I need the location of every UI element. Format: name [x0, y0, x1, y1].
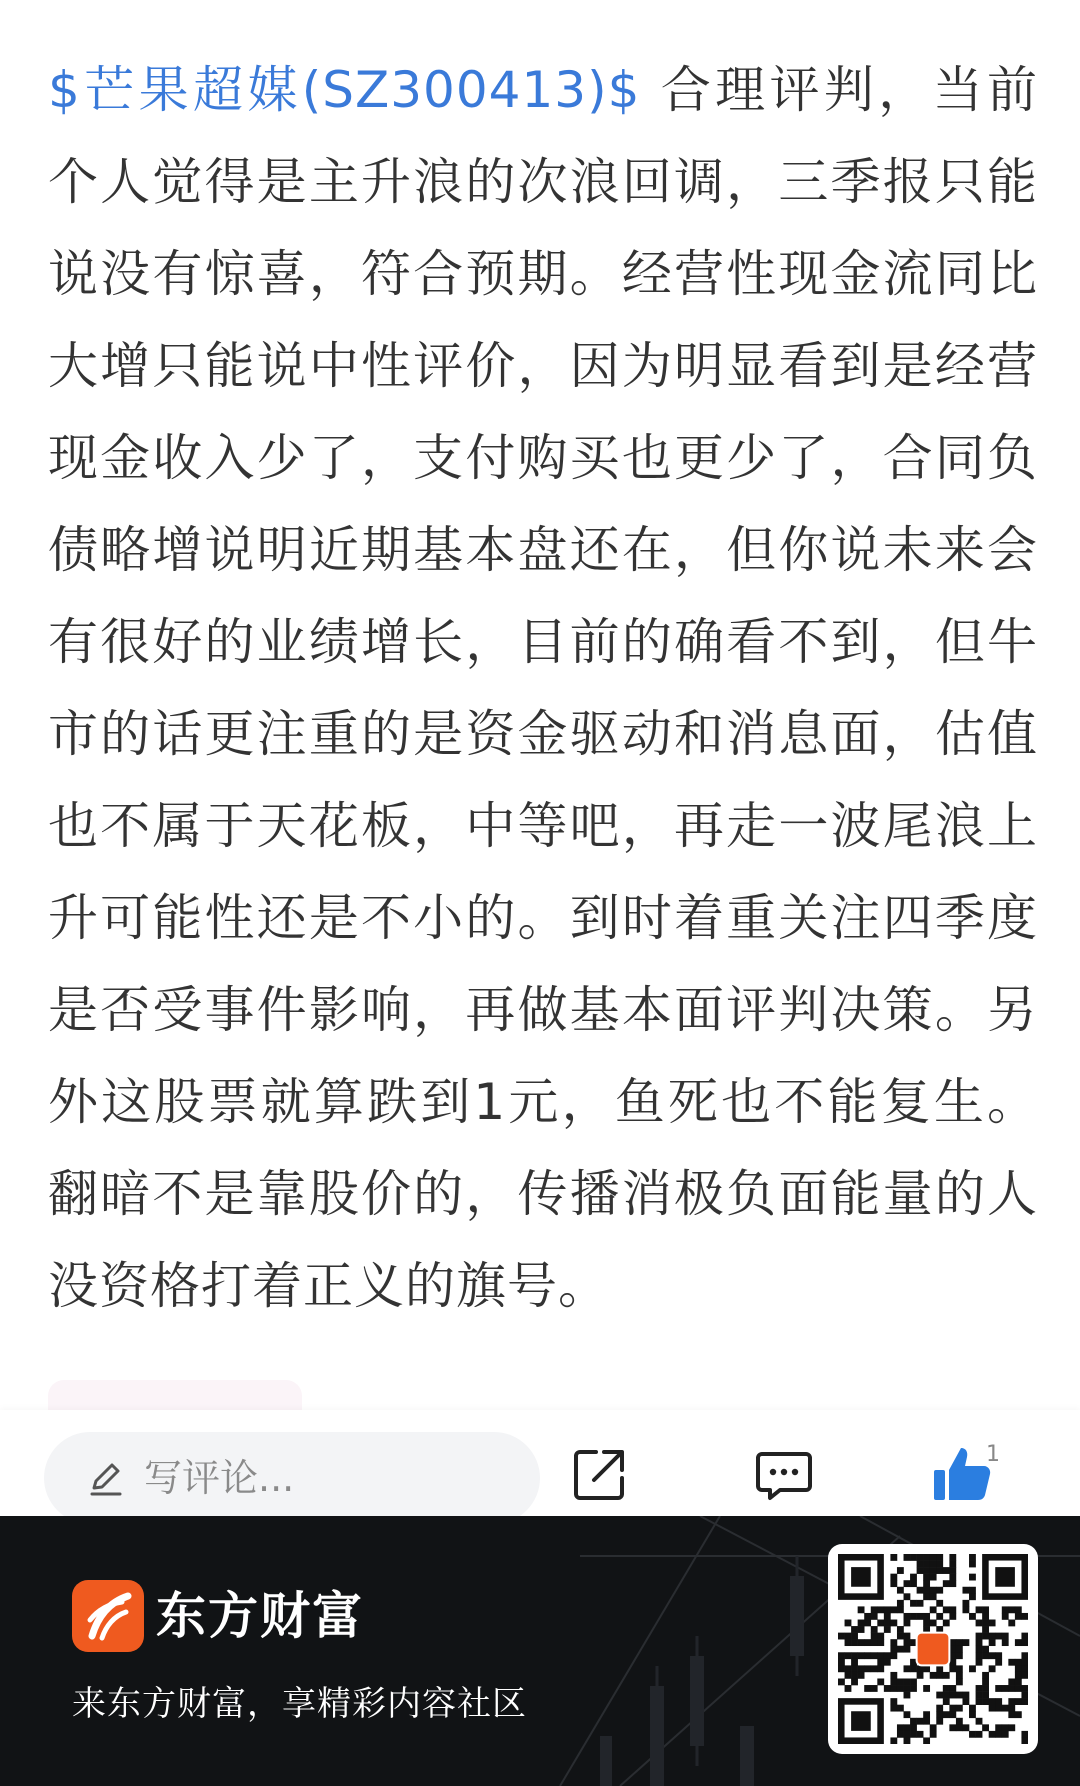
- brand-logo-icon: [72, 1580, 144, 1652]
- thumbs-up-icon[interactable]: [930, 1442, 994, 1506]
- post-body: [48, 44, 1038, 1332]
- banner-slogan: 来东方财富，享精彩内容社区: [72, 1684, 527, 1724]
- comment-icon[interactable]: [752, 1442, 816, 1506]
- download-banner[interactable]: [0, 1516, 1080, 1786]
- qr-brand-logo-icon: [917, 1633, 950, 1666]
- action-bar: [0, 1410, 1080, 1516]
- comment-input[interactable]: [44, 1432, 540, 1524]
- post-text: 合理评判，当前个人觉得是主升浪的次浪回调，三季报只能说没有惊喜，符合预期。经营性现金流同比大增只能说中性评价，因为明显看到是经营现金收入少了，支付购买也更少了，合同负债略增说明近期基本盘还在，但你说未来会有很好的业绩增长，目前的确看不到，但牛市的话更注重的是资金驱动和消息面，估值也不属于天花板，中等吧，再走一波尾浪上升可能性还是不小的。到时着重关注四季度是否受事件影响，再做基本面评判决策。另外这股票就算跌到1元，鱼死也不能复生。翻暗不是靠股价的，传播消极负面能量的人没资格打着正义的旗号。: [48, 61, 1038, 1315]
- pen-icon: [84, 1456, 128, 1500]
- qr-code-graphic: [838, 1554, 1028, 1744]
- like-count: 1: [986, 1442, 1000, 1467]
- brand-name: 东方财富: [156, 1586, 364, 1645]
- brand-logo: [72, 1580, 144, 1652]
- share-icon[interactable]: [568, 1442, 632, 1506]
- qr-code: [828, 1544, 1038, 1754]
- stock-tag-link[interactable]: $芒果超媒(SZ300413)$: [48, 61, 641, 119]
- comment-placeholder: 写评论...: [144, 1456, 295, 1500]
